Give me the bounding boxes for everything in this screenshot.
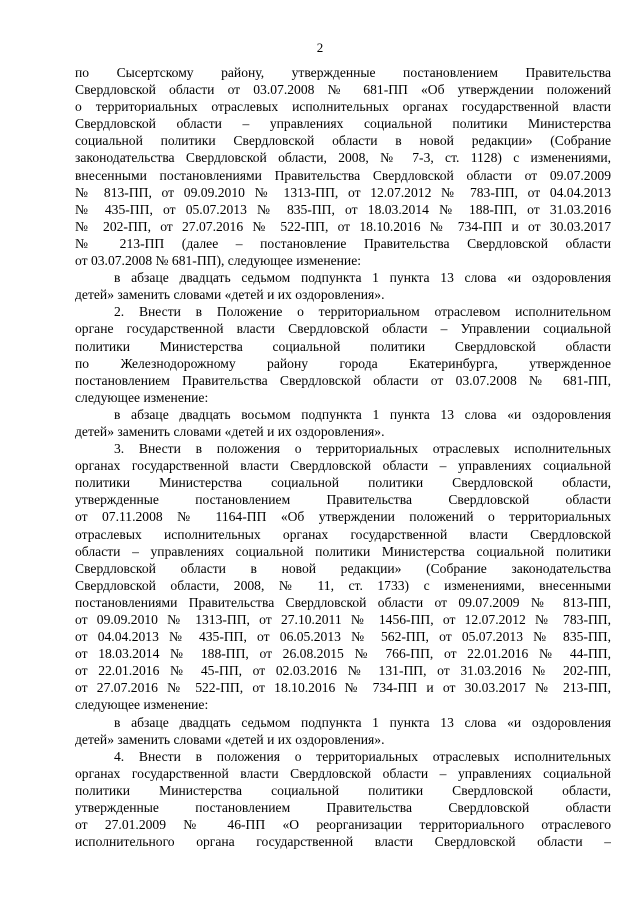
text-line: исполнительного органа государственной власти Свердловской области – (75, 834, 611, 850)
text-line: детей» заменить словами «детей и их оздоровления». (75, 731, 385, 747)
text-line: Свердловской области, 2008, № 11, ст. 1733) с изменениями, внесенными (75, 577, 611, 593)
text-line: органах государственной власти Свердловской области – управлениях социальной (75, 765, 611, 781)
text-line: области – управлениях социальной политики Министерства социальной политики (75, 543, 611, 559)
paragraph (75, 303, 611, 406)
text-line: по Железнодорожному району города Екатеринбурга, утвержденное (75, 355, 611, 371)
text-line: внесенными постановлениями Правительства Свердловской области от 09.07.2009 (75, 167, 611, 183)
text-line: Свердловской области в новой редакции» (Собрание законодательства (75, 560, 611, 576)
text-line: 2. Внести в Положение о территориальном отраслевом исполнительном (114, 304, 611, 320)
text-line: 4. Внести в положения о территориальных отраслевых исполнительных (114, 748, 611, 764)
text-line: от 27.07.2016 № 522-ПП, от 18.10.2016 № 734-ПП и от 30.03.2017 № 213-ПП, (75, 680, 611, 696)
text-line: № 813-ПП, от 09.09.2010 № 1313-ПП, от 12.07.2012 № 783-ПП, от 04.04.2013 (75, 184, 611, 200)
text-line: социальной политики Свердловской области в новой редакции» (Собрание (75, 133, 611, 149)
text-line: Свердловской области от 03.07.2008 № 681-ПП «Об утверждении положений (75, 82, 611, 98)
text-line: постановлениями Правительства Свердловской области от 09.07.2009 № 813-ПП, (75, 594, 611, 610)
paragraph (75, 714, 611, 748)
text-line: постановлением Правительства Свердловской области от 03.07.2008 № 681-ПП, (75, 372, 611, 388)
text-line: № 213-ПП (далее – постановление Правительства Свердловской области (75, 235, 611, 251)
text-line: законодательства Свердловской области, 2008, № 7-3, ст. 1128) с изменениями, (75, 150, 611, 166)
text-line: утвержденные постановлением Правительства Свердловской области (75, 492, 611, 508)
paragraph (75, 269, 611, 303)
paragraph (75, 406, 611, 440)
text-line: от 27.01.2009 № 46-ПП «О реорганизации территориального отраслевого (75, 817, 611, 833)
text-line: от 22.01.2016 № 45-ПП, от 02.03.2016 № 131-ПП, от 31.03.2016 № 202-ПП, (75, 663, 611, 679)
paragraph (75, 64, 611, 269)
text-line: следующее изменение: (75, 389, 209, 405)
text-line: в абзаце двадцать седьмом подпункта 1 пункта 13 слова «и оздоровления (114, 714, 611, 730)
text-line: органе государственной власти Свердловской области – Управлении социальной (75, 321, 611, 337)
text-line: в абзаце двадцать восьмом подпункта 1 пункта 13 слова «и оздоровления (114, 406, 611, 422)
text-line: следующее изменение: (75, 697, 209, 713)
text-line: о территориальных отраслевых исполнительных органах государственной власти (75, 99, 611, 115)
text-line: от 18.03.2014 № 188-ПП, от 26.08.2015 № 766-ПП, от 22.01.2016 № 44-ПП, (75, 646, 611, 662)
text-line: политики Министерства социальной политики Свердловской области, (75, 475, 611, 491)
text-line: политики Министерства социальной политики Свердловской области, (75, 782, 611, 798)
text-line: органах государственной власти Свердловской области – управлениях социальной (75, 458, 611, 474)
text-line: в абзаце двадцать седьмом подпункта 1 пункта 13 слова «и оздоровления (114, 270, 611, 286)
text-line: детей» заменить словами «детей и их оздоровления». (75, 423, 385, 439)
document-body (75, 64, 611, 850)
text-line: политики Министерства социальной политики Свердловской области (75, 338, 611, 354)
text-line: от 07.11.2008 № 1164-ПП «Об утверждении положений о территориальных (75, 509, 611, 525)
paragraph (75, 748, 611, 851)
paragraph (75, 440, 611, 714)
page-number: 2 (316, 40, 324, 55)
text-line: детей» заменить словами «детей и их оздоровления». (75, 287, 385, 303)
text-line: от 04.04.2013 № 435-ПП, от 06.05.2013 № 562-ПП, от 05.07.2013 № 835-ПП, (75, 629, 611, 645)
text-line: от 09.09.2010 № 1313-ПП, от 27.10.2011 № 1456-ПП, от 12.07.2012 № 783-ПП, (75, 612, 611, 627)
text-line: № 202-ПП, от 27.07.2016 № 522-ПП, от 18.10.2016 № 734-ПП и от 30.03.2017 (75, 218, 611, 234)
text-line: по Сысертскому району, утвержденные постановлением Правительства (75, 65, 611, 80)
text-line: № 435-ПП, от 05.07.2013 № 835-ПП, от 18.03.2014 № 188-ПП, от 31.03.2016 (75, 201, 611, 217)
text-line: отраслевых исполнительных органах государственной власти Свердловской (75, 526, 611, 542)
text-line: 3. Внести в положения о территориальных отраслевых исполнительных (114, 441, 611, 457)
text-line: от 03.07.2008 № 681-ПП), следующее изменение: (75, 253, 361, 269)
text-line: утвержденные постановлением Правительства Свердловской области (75, 800, 611, 816)
text-line: Свердловской области – управлениях социальной политики Министерства (75, 116, 611, 132)
